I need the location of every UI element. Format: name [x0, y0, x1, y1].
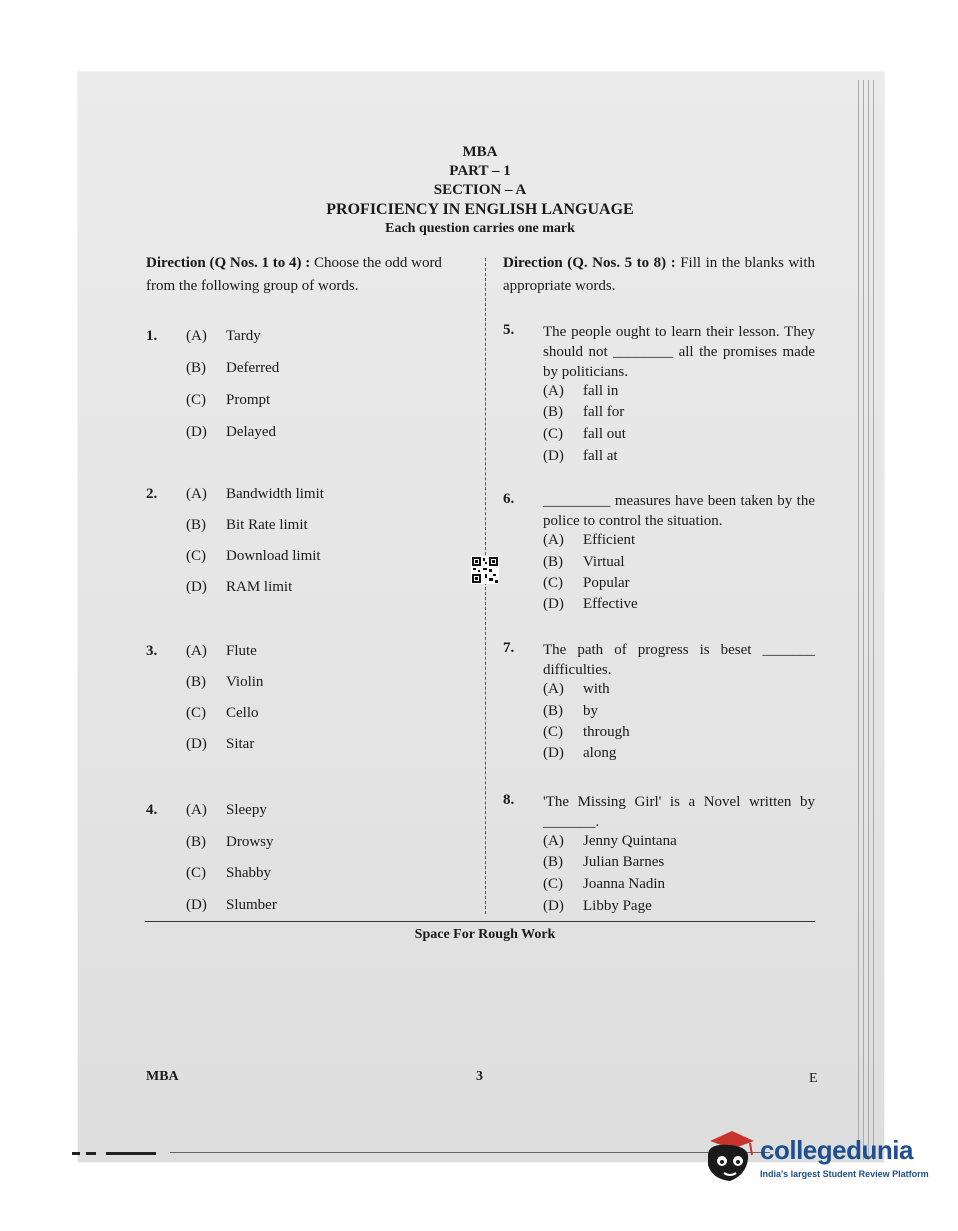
bottom-rule — [145, 921, 815, 922]
header-line3: SECTION – A — [433, 182, 527, 198]
option-a: (A) Flute — [186, 643, 257, 659]
option-d: (D) Sitar — [186, 736, 255, 752]
option-a: (A) fall in — [543, 383, 619, 399]
page-header — [150, 143, 810, 238]
option-b: (B) Violin — [186, 674, 264, 690]
collegedunia-watermark — [700, 1125, 940, 1195]
question-number: 4. — [146, 802, 158, 818]
option-c: (C) Joanna Nadin — [543, 876, 666, 892]
rough-work-label: Space For Rough Work — [414, 927, 556, 942]
right-direction — [503, 252, 815, 298]
option-d: (D) Delayed — [186, 424, 276, 440]
page-edge-lines — [858, 80, 878, 1160]
option-c: (C) Shabby — [186, 865, 271, 881]
option-c: (C) Download limit — [186, 548, 321, 564]
footer-series-code: E — [809, 1071, 818, 1086]
option-c: (C) Prompt — [186, 392, 271, 408]
question-stem: The path of progress is beset _______ difficulties. — [543, 642, 815, 678]
left-direction-text: Choose the odd word from the following group of words. — [146, 255, 442, 294]
option-a: (A) Tardy — [186, 328, 261, 344]
right-direction-text: Fill in the blanks with appropriate words. — [503, 255, 815, 294]
option-c: (C) Cello — [186, 705, 259, 721]
header-line2: PART – 1 — [449, 163, 511, 179]
option-a: (A) Jenny Quintana — [543, 833, 677, 849]
option-c: (C) through — [543, 724, 630, 740]
question-number: 2. — [146, 486, 158, 502]
option-b: (B) Deferred — [186, 360, 280, 376]
option-b: (B) by — [543, 703, 598, 719]
option-a: (A) Sleepy — [186, 802, 267, 818]
option-a: (A) Bandwidth limit — [186, 486, 324, 502]
qr-code — [471, 556, 499, 584]
option-b: (B) fall for — [543, 404, 625, 420]
option-a: (A) Efficient — [543, 532, 636, 548]
brand-name: collegedunia — [760, 1135, 913, 1165]
option-b: (B) Virtual — [543, 554, 625, 570]
option-d: (D) fall at — [543, 448, 618, 464]
question-stem: The people ought to learn their lesson. They should not ________ all the promises made by politicians. — [543, 324, 815, 380]
column-divider — [485, 258, 486, 914]
option-b: (B) Drowsy — [186, 834, 274, 850]
option-d: (D) Slumber — [186, 897, 277, 913]
option-d: (D) RAM limit — [186, 579, 293, 595]
question-number: 5. — [503, 322, 515, 338]
option-b: (B) Bit Rate limit — [186, 517, 308, 533]
section-subtitle: Each question carries one mark — [385, 221, 575, 236]
footer-exam-name: MBA — [146, 1069, 179, 1084]
question-number: 7. — [503, 640, 515, 656]
option-a: (A) with — [543, 681, 610, 697]
right-direction-label: Direction (Q. Nos. 5 to 8) : — [503, 255, 676, 271]
question-stem: _________ measures have been taken by the police to control the situation. — [543, 493, 815, 529]
option-c: (C) fall out — [543, 426, 626, 442]
option-c: (C) Popular — [543, 575, 630, 591]
mascot-logo-icon — [700, 1125, 758, 1193]
option-b: (B) Julian Barnes — [543, 854, 665, 870]
cut-line — [72, 1152, 792, 1156]
question-number: 3. — [146, 643, 158, 659]
header-line1: MBA — [462, 144, 498, 160]
question-stem: 'The Missing Girl' is a Novel written by _______. — [543, 794, 815, 830]
question-number: 1. — [146, 328, 158, 344]
section-title: PROFICIENCY IN ENGLISH LANGUAGE — [326, 201, 634, 218]
option-d: (D) Effective — [543, 596, 638, 612]
page-number: 3 — [476, 1069, 483, 1084]
option-d: (D) Libby Page — [543, 898, 652, 914]
brand-tagline: India's largest Student Review Platform — [760, 1169, 929, 1179]
question-number: 8. — [503, 792, 515, 808]
left-direction — [146, 252, 464, 298]
option-d: (D) along — [543, 745, 617, 761]
question-number: 6. — [503, 491, 515, 507]
left-direction-label: Direction (Q Nos. 1 to 4) : — [146, 255, 311, 271]
